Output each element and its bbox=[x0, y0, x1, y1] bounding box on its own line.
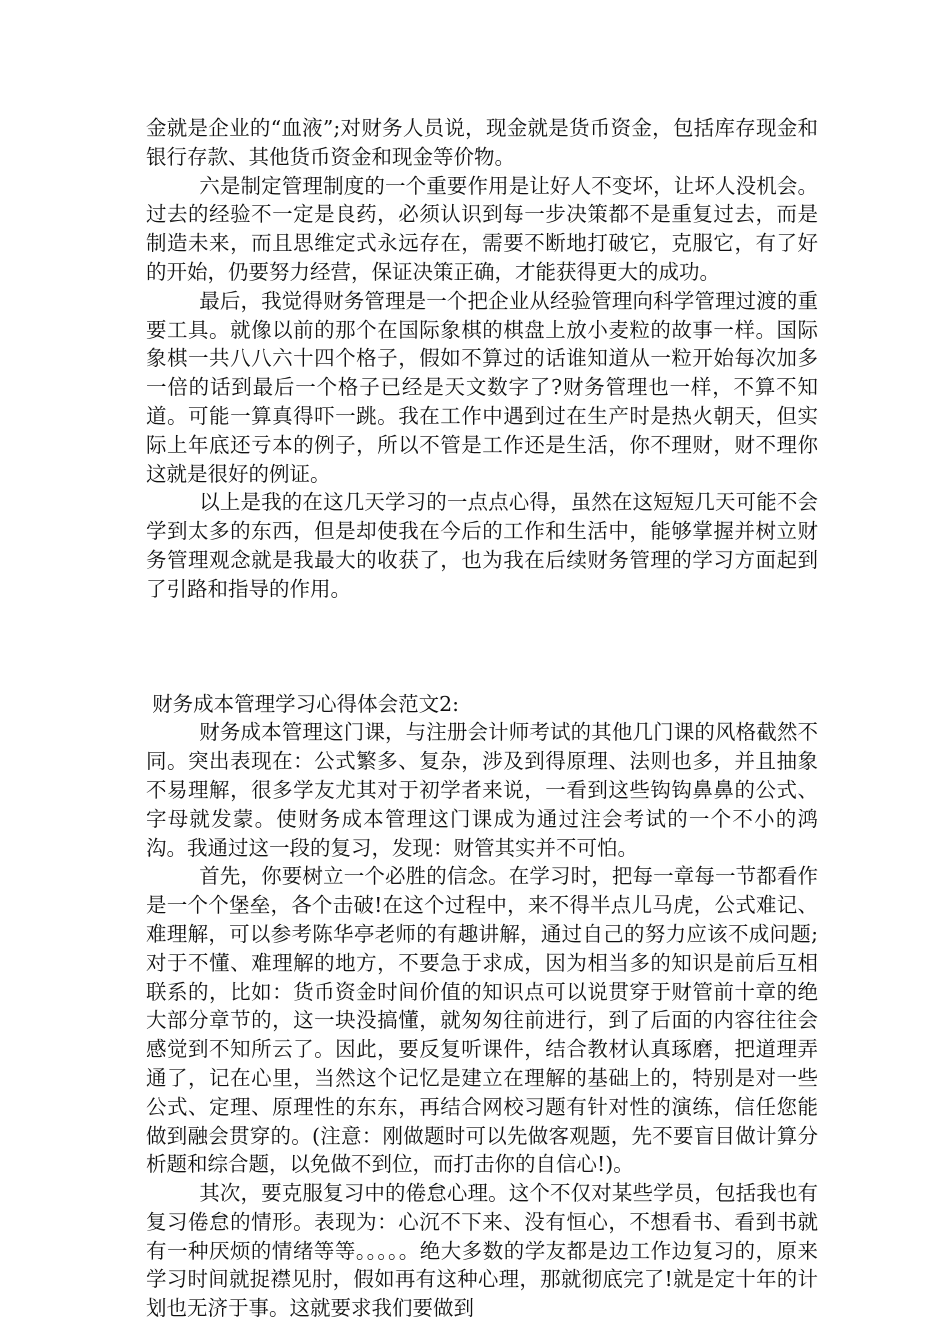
paragraph-course-intro: 财务成本管理这门课，与注册会计师考试的其他几门课的风格截然不同。突出表现在：公式繁多、复杂，涉及到得原理、法则也多，并且抽象不易理解，很多学友尤其对于初学者来说，一看到这些钩钩鼻鼻的公式、字母就发蒙。使财务成本管理这门课成为通过注会考试的一个不小的鸿沟。我通过这一段的复习，发现：财管其实并不可怕。 bbox=[146, 720, 818, 860]
section-heading: 财务成本管理学习心得体会范文2: bbox=[152, 691, 460, 716]
paragraph-cash-definition: 金就是企业的“血液”;对财务人员说，现金就是货币资金，包括库存现金和银行存款、其他货币资金和现金等价物。 bbox=[146, 116, 818, 169]
paragraph-first-confidence: 首先，你要树立一个必胜的信念。在学习时，把每一章每一节都看作是一个个堡垒，各个击破!在这个过程中，来不得半点儿马虎，公式难记、难理解，可以参考陈华亭老师的有趣讲解，通过自己的努力应该不成问题;对于不懂、难理解的地方，不要急于求成，因为相当多的知识是前后互相联系的，比如：货币资金时间价值的知识点可以说贯穿于财管前十章的绝大部分章节的，这一块没搞懂，就匆匆往前进行，到了后面的内容往往会感觉到不知所云了。因此，要反复听课件，结合教材认真琢磨，把道理弄通了，记在心里，当然这个记忆是建立在理解的基础上的，特别是对一些公式、定理、原理性的东东，再结合网校习题有针对性的演练，信任您能做到融会贯穿的。(注意：刚做题时可以先做客观题，先不要盲目做计算分析题和综合题，以免做不到位，而打击你的自信心!)。 bbox=[146, 864, 818, 1177]
paragraph-management-system: 六是制定管理制度的一个重要作用是让好人不变坏，让坏人没机会。过去的经验不一定是良药，必须认识到每一步决策都不是重复过去，而是制造未来，而且思维定式永远存在，需要不断地打破它，克服它，有了好的开始，仍要努力经营，保证决策正确，才能获得更大的成功。 bbox=[146, 173, 818, 284]
section-spacer bbox=[146, 604, 818, 690]
paragraph-summary: 以上是我的在这几天学习的一点点心得，虽然在这短短几天可能不会学到太多的东西，但是却使我在今后的工作和生活中，能够掌握并树立财务管理观念就是我最大的收获了，也为我在后续财务管理的学习方面起到了引路和指导的作用。 bbox=[146, 490, 818, 601]
paragraph-conclusion-chess: 最后，我觉得财务管理是一个把企业从经验管理向科学管理过渡的重要工具。就像以前的那个在国际象棋的棋盘上放小麦粒的故事一样。国际象棋一共八八六十四个格子，假如不算过的话谁知道从一粒开始每次加多一倍的话到最后一个格子已经是天文数字了?财务管理也一样，不算不知道。可能一算真得吓一跳。我在工作中遇到过在生产时是热火朝天，但实际上年底还亏本的例子，所以不管是工作还是生活，你不理财，财不理你这就是很好的例证。 bbox=[146, 288, 818, 486]
document-page bbox=[146, 114, 818, 1323]
paragraph-second-fatigue: 其次，要克服复习中的倦怠心理。这个不仅对某些学员，包括我也有复习倦怠的情形。表现为：心沉不下来、没有恒心，不想看书、看到书就有一种厌烦的情绪等等。。。。。绝大多数的学友都是边工作边复习的，原来学习时间就捉襟见肘，假如再有这种心理，那就彻底完了!就是定十年的计划也无济于事。这就要求我们要做到 bbox=[146, 1181, 818, 1321]
